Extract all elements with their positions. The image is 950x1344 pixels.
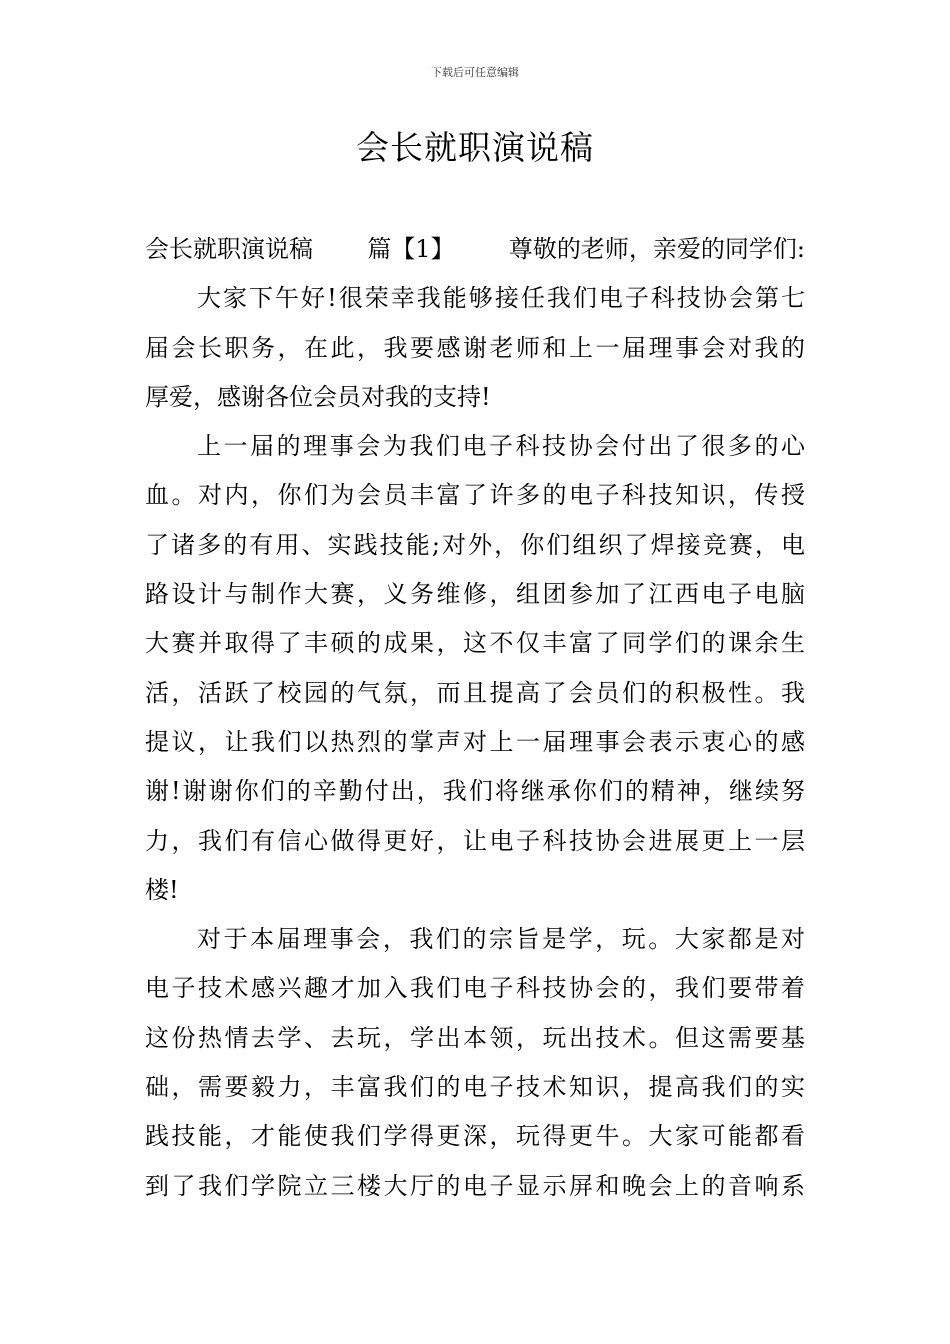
text-line: 大家下午好!很荣幸我能够接任我们电子科技协会第七: [197, 284, 805, 313]
document-title: 会长就职演说稿: [356, 128, 594, 167]
text-line: 谢!谢谢你们的辛勤付出，我们将继承你们的精神，继续努: [145, 777, 805, 806]
text-line: 践技能，才能使我们学得更深，玩得更牛。大家可能都看: [145, 1122, 805, 1151]
text-line: 楼!: [145, 875, 179, 904]
text-line: 电子技术感兴趣才加入我们电子科技协会的，我们要带着: [145, 974, 805, 1003]
text-line: 这份热情去学、去玩，学出本领，玩出技术。但这需要基: [145, 1023, 805, 1052]
text-line: 活，活跃了校园的气氛，而且提高了会员们的积极性。我: [145, 678, 805, 707]
text-line: 提议，让我们以热烈的掌声对上一届理事会表示衷心的感: [145, 727, 805, 756]
header-note: 下载后可任意编辑: [431, 66, 519, 79]
heading-line: [145, 225, 805, 274]
speech-title-inline: 会长就职演说稿: [145, 235, 313, 263]
text-line: 对于本届理事会，我们的宗旨是学，玩。大家都是对: [197, 925, 805, 954]
document-body: [145, 225, 805, 1211]
text-line: 届会长职务，在此，我要感谢老师和上一届理事会对我的: [145, 333, 805, 362]
text-line: 到了我们学院立三楼大厅的电子显示屏和晚会上的音响系: [145, 1171, 805, 1200]
text-line: 路设计与制作大赛，义务维修，组团参加了江西电子电脑: [145, 580, 805, 609]
salutation: 尊敬的老师，亲爱的同学们:: [508, 235, 805, 263]
text-line: 厚爱，感谢各位会员对我的支持!: [145, 382, 491, 411]
text-line: 血。对内，你们为会员丰富了许多的电子科技知识，传授: [145, 481, 805, 510]
text-line: 大赛并取得了丰硕的成果，这不仅丰富了同学们的课余生: [145, 629, 805, 658]
text-line: 了诸多的有用、实践技能;对外，你们组织了焊接竞赛，电: [145, 530, 805, 559]
text-line: 础，需要毅力，丰富我们的电子技术知识，提高我们的实: [145, 1073, 805, 1102]
section-label: 篇【1】: [367, 235, 455, 263]
text-line: 力，我们有信心做得更好，让电子科技协会进展更上一层: [145, 826, 805, 855]
text-line: 上一届的理事会为我们电子科技协会付出了很多的心: [197, 432, 805, 461]
